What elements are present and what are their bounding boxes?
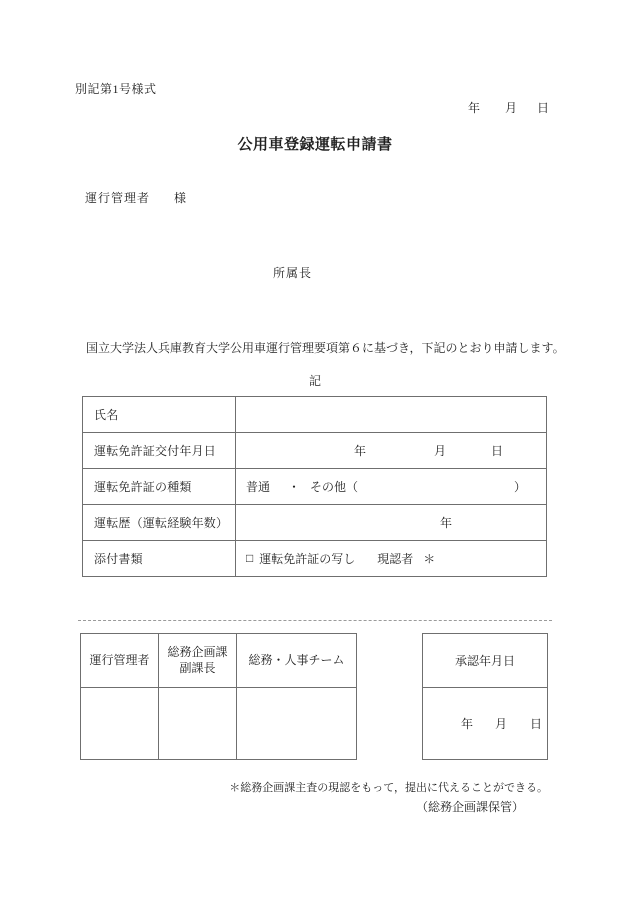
footnote-retention: （総務企画課保管） bbox=[415, 800, 524, 814]
application-details-table bbox=[82, 396, 547, 577]
record-marker: 記 bbox=[308, 374, 321, 388]
approval-signature-table bbox=[80, 633, 357, 760]
table-row bbox=[83, 397, 547, 433]
table-row bbox=[83, 433, 547, 469]
checkbox-icon: □ bbox=[246, 551, 254, 565]
driving-history-label: 運転歴（運転経験年数） bbox=[83, 505, 236, 541]
approval-month-label: 月 bbox=[494, 717, 507, 731]
applicant-title: 所属長 bbox=[273, 266, 313, 280]
table-row bbox=[423, 688, 548, 760]
form-number: 別記第1号様式 bbox=[75, 82, 157, 96]
approval-year-label: 年 bbox=[460, 717, 473, 731]
operation-manager-signature-cell bbox=[81, 688, 159, 760]
footnote-verification: ＊総務企画課主査の現認をもって，提出に代えることができる。 bbox=[229, 782, 548, 794]
issue-day-label: 日 bbox=[491, 444, 504, 458]
header-date-year-label: 年 bbox=[467, 101, 480, 115]
header-date-day-label: 日 bbox=[536, 101, 549, 115]
table-row bbox=[83, 541, 547, 577]
license-type-label: 運転免許証の種類 bbox=[83, 469, 236, 505]
approval-date-cell bbox=[423, 688, 548, 760]
witness-label: 現認者 bbox=[377, 552, 414, 566]
license-issue-date-label: 運転免許証交付年月日 bbox=[83, 433, 236, 469]
deputy-manager-signature-cell bbox=[159, 688, 237, 760]
name-value-cell bbox=[236, 397, 547, 433]
approval-day-label: 日 bbox=[529, 717, 542, 731]
addressee-honorific: 様 bbox=[174, 191, 188, 205]
name-label: 氏名 bbox=[83, 397, 236, 433]
license-issue-date-cell bbox=[236, 433, 547, 469]
approval-date-header: 承認年月日 bbox=[423, 634, 548, 688]
close-paren: ） bbox=[513, 480, 526, 494]
general-planning-line1: 総務企画課 bbox=[167, 644, 228, 659]
license-type-cell bbox=[236, 469, 547, 505]
years-unit-label: 年 bbox=[440, 516, 453, 530]
table-row bbox=[423, 634, 548, 688]
license-type-option-regular: 普通 bbox=[246, 480, 271, 494]
deputy-manager-line2: 副課長 bbox=[179, 660, 216, 675]
asterisk-mark: ＊ bbox=[423, 552, 436, 566]
table-row bbox=[81, 688, 357, 760]
option-separator-dot: ・ bbox=[288, 480, 301, 494]
license-type-option-other: その他（ bbox=[310, 480, 359, 494]
approval-date-table bbox=[422, 633, 548, 760]
driving-history-cell bbox=[236, 505, 547, 541]
attachments-cell bbox=[236, 541, 547, 577]
table-row bbox=[81, 634, 357, 688]
header-date-line bbox=[468, 99, 549, 116]
general-affairs-hr-team-header: 総務・人事チーム bbox=[237, 634, 357, 688]
page-title: 公用車登録運転申請書 bbox=[237, 136, 393, 153]
cut-line-separator bbox=[78, 620, 552, 621]
addressee-line bbox=[85, 189, 187, 206]
attachment-document-label: 運転免許証の写し bbox=[259, 552, 356, 566]
attachments-label: 添付書類 bbox=[83, 541, 236, 577]
addressee-label: 運行管理者 bbox=[85, 191, 151, 205]
issue-year-label: 年 bbox=[354, 444, 367, 458]
operation-manager-header: 運行管理者 bbox=[81, 634, 159, 688]
header-date-month-label: 月 bbox=[504, 101, 517, 115]
table-row bbox=[83, 505, 547, 541]
table-row bbox=[83, 469, 547, 505]
general-planning-deputy-header bbox=[159, 634, 237, 688]
hr-team-signature-cell bbox=[237, 688, 357, 760]
application-statement: 国立大学法人兵庫教育大学公用車運行管理要項第６に基づき，下記のとおり申請します。 bbox=[86, 341, 565, 355]
issue-month-label: 月 bbox=[434, 444, 447, 458]
